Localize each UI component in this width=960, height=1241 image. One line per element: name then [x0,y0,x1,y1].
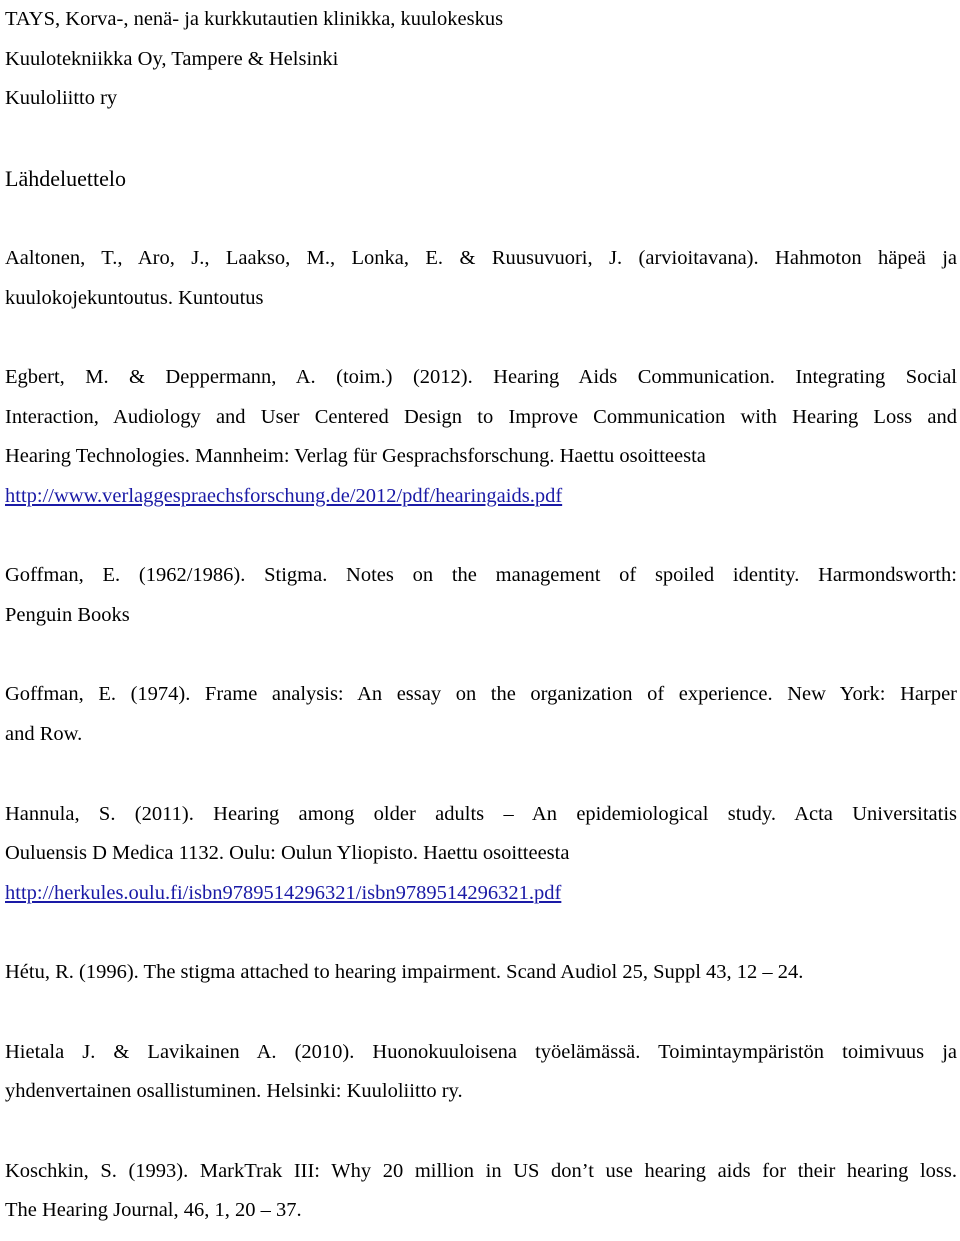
reference-text-line: Ouluensis D Medica 1132. Oulu: Oulun Yliopisto. Haettu osoitteesta [5,842,570,865]
header-line: Kuuloliitto ry [5,87,118,110]
reference-text-line: Koschkin, S. (1993). MarkTrak III: Why 20 million in US don’t use hearing aids for their hearing loss. [5,1159,957,1182]
reference-text-line: Hietala J. & Lavikainen A. (2010). Huonokuuloisena työelämässä. Toimintaympäristön toimivuus ja [5,1040,957,1063]
reference-text-line: Goffman, E. (1974). Frame analysis: An essay on the organization of experience. New York: Harper [5,683,957,706]
reference-text-line: Egbert, M. & Deppermann, A. (toim.) (2012). Hearing Aids Communication. Integrating Social [5,365,957,388]
reference-text-line: and Row. [5,723,83,746]
reference-item [5,675,957,754]
document-page [5,0,957,1231]
reference-text-line: Goffman, E. (1962/1986). Stigma. Notes on the management of spoiled identity. Harmondsworth: [5,564,957,587]
reference-text-line: Interaction, Audiology and User Centered Design to Improve Communication with Hearing Loss and [5,405,957,428]
reference-item [5,795,957,914]
reference-text-line: Hearing Technologies. Mannheim: Verlag für Gesprachsforschung. Haettu osoitteesta [5,445,706,468]
reference-link[interactable]: http://herkules.oulu.fi/isbn9789514296321/isbn9789514296321.pdf [5,881,562,904]
header-block [5,0,957,119]
reference-text-line: Aaltonen, T., Aro, J., Laakso, M., Lonka, E. & Ruusuvuori, J. (arvioitavana). Hahmoton häpeä ja [5,246,957,269]
header-line: Kuulotekniikka Oy, Tampere & Helsinki [5,47,339,70]
reference-text-line: kuulokojekuntoutus. Kuntoutus [5,286,264,309]
reference-item [5,1033,957,1112]
reference-item [5,953,957,993]
reference-text-line: Penguin Books [5,604,130,627]
reference-link[interactable]: http://www.verlaggespraechsforschung.de/2012/pdf/hearingaids.pdf [5,484,563,507]
reference-text-line: Hétu, R. (1996). The stigma attached to hearing impairment. Scand Audiol 25, Suppl 43, 12 – 24. [5,961,804,984]
reference-item [5,556,957,635]
header-line: TAYS, Korva-, nenä- ja kurkkutautien klinikka, kuulokeskus [5,8,504,30]
reference-item [5,358,957,517]
reference-text-line: Hannula, S. (2011). Hearing among older adults – An epidemiological study. Acta Universitatis [5,802,957,825]
reference-text-line: The Hearing Journal, 46, 1, 20 – 37. [5,1199,302,1222]
reference-text-line: yhdenvertainen osallistuminen. Helsinki: Kuuloliitto ry. [5,1080,463,1103]
reference-item [5,239,957,318]
reference-list [5,239,957,1231]
section-title: Lähdeluettelo [5,166,126,192]
reference-item [5,1152,957,1231]
